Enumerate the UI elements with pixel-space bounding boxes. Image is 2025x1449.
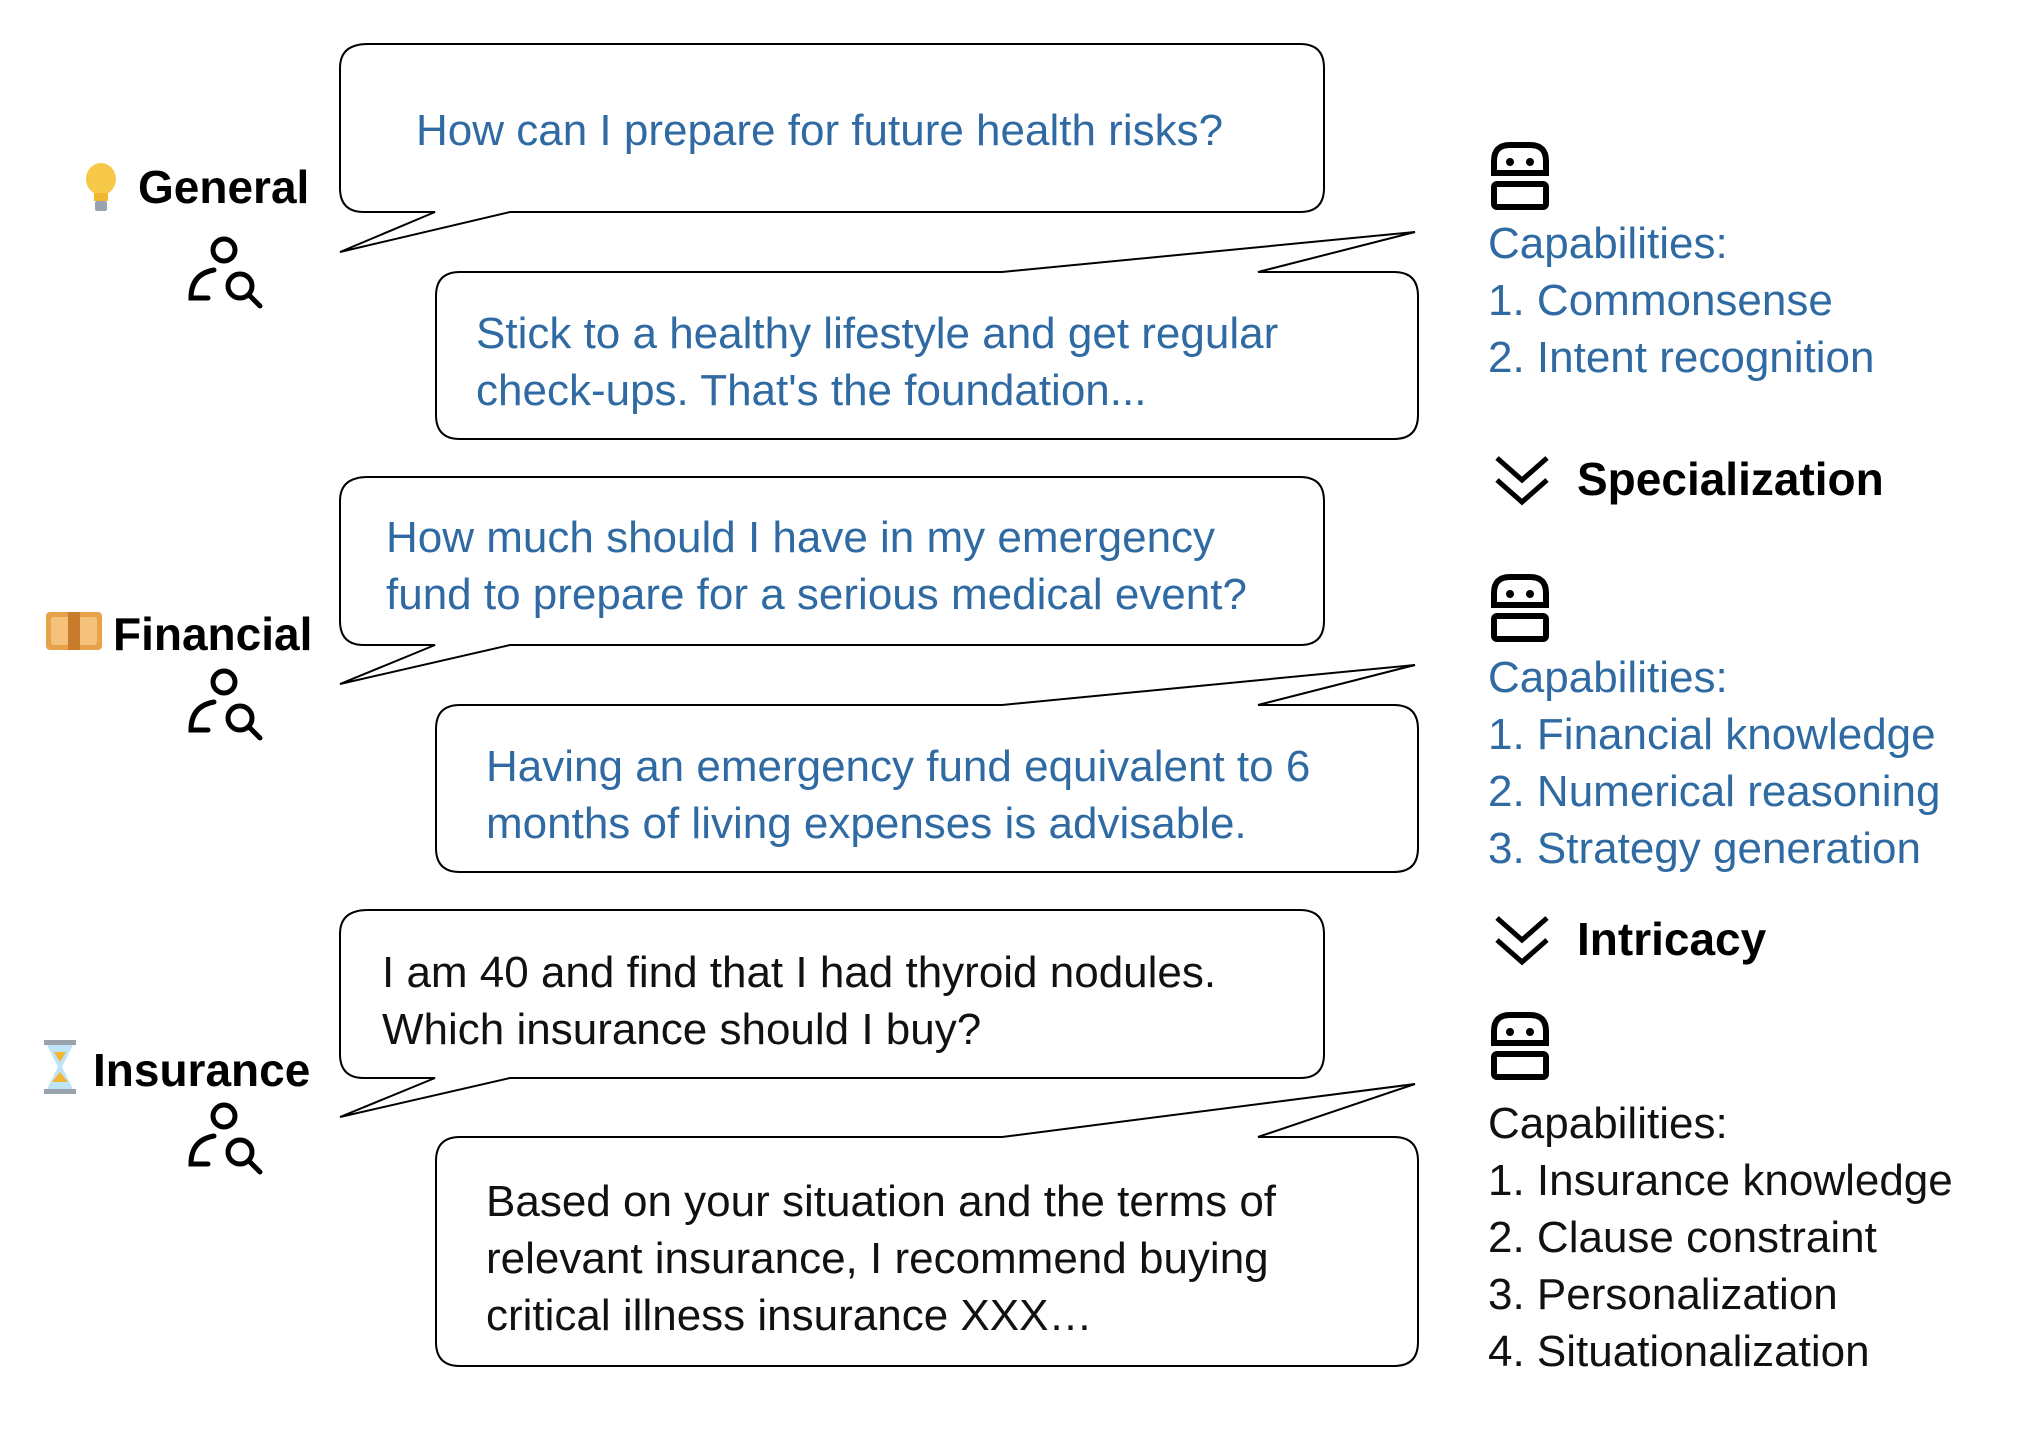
- capability-item: 4. Situationalization: [1488, 1327, 1870, 1376]
- level-label-general: General: [138, 161, 310, 213]
- question-text-line: How much should I have in my emergency: [386, 513, 1216, 562]
- capability-item: 2. Clause constraint: [1488, 1213, 1877, 1262]
- transition-label-intricacy: Intricacy: [1577, 913, 1767, 965]
- capability-item: 3. Strategy generation: [1488, 824, 1921, 873]
- money-icon: [46, 612, 102, 650]
- robot-icon: [1494, 577, 1546, 639]
- double-chevron-down-icon: [1497, 458, 1547, 502]
- double-chevron-down-icon: [1497, 918, 1547, 962]
- robot-icon: [1494, 1015, 1546, 1077]
- capabilities-title: Capabilities:: [1488, 1099, 1728, 1148]
- answer-text-line: critical illness insurance XXX…: [486, 1291, 1093, 1340]
- capability-item: 1. Insurance knowledge: [1488, 1156, 1953, 1205]
- hourglass-icon: [44, 1040, 76, 1094]
- question-text-line: Which insurance should I buy?: [382, 1005, 982, 1054]
- level-label-financial: Financial: [113, 608, 313, 660]
- question-text: How can I prepare for future health risks?: [416, 106, 1224, 155]
- transition-label-specialization: Specialization: [1577, 453, 1884, 505]
- answer-text-line: months of living expenses is advisable.: [486, 799, 1247, 848]
- capabilities-title: Capabilities:: [1488, 653, 1728, 702]
- question-text-line: I am 40 and find that I had thyroid nodules.: [382, 948, 1217, 997]
- capability-item: 2. Intent recognition: [1488, 333, 1875, 382]
- capabilities-title: Capabilities:: [1488, 219, 1728, 268]
- answer-text-line: Based on your situation and the terms of: [486, 1177, 1277, 1226]
- robot-icon: [1494, 145, 1546, 207]
- user-search-icon: [191, 671, 260, 738]
- capability-item: 1. Commonsense: [1488, 276, 1833, 325]
- answer-text-line: relevant insurance, I recommend buying: [486, 1234, 1269, 1283]
- light-bulb-icon: [86, 163, 116, 211]
- capability-item: 2. Numerical reasoning: [1488, 767, 1941, 816]
- answer-text-line: check-ups. That's the foundation...: [476, 366, 1147, 415]
- answer-text-line: Stick to a healthy lifestyle and get regular: [476, 309, 1279, 358]
- capability-item: 3. Personalization: [1488, 1270, 1838, 1319]
- level-label-insurance: Insurance: [93, 1044, 311, 1096]
- question-text-line: fund to prepare for a serious medical event?: [386, 570, 1247, 619]
- answer-text-line: Having an emergency fund equivalent to 6: [486, 742, 1311, 791]
- user-search-icon: [191, 239, 260, 306]
- capability-item: 1. Financial knowledge: [1488, 710, 1936, 759]
- user-search-icon: [191, 1105, 260, 1172]
